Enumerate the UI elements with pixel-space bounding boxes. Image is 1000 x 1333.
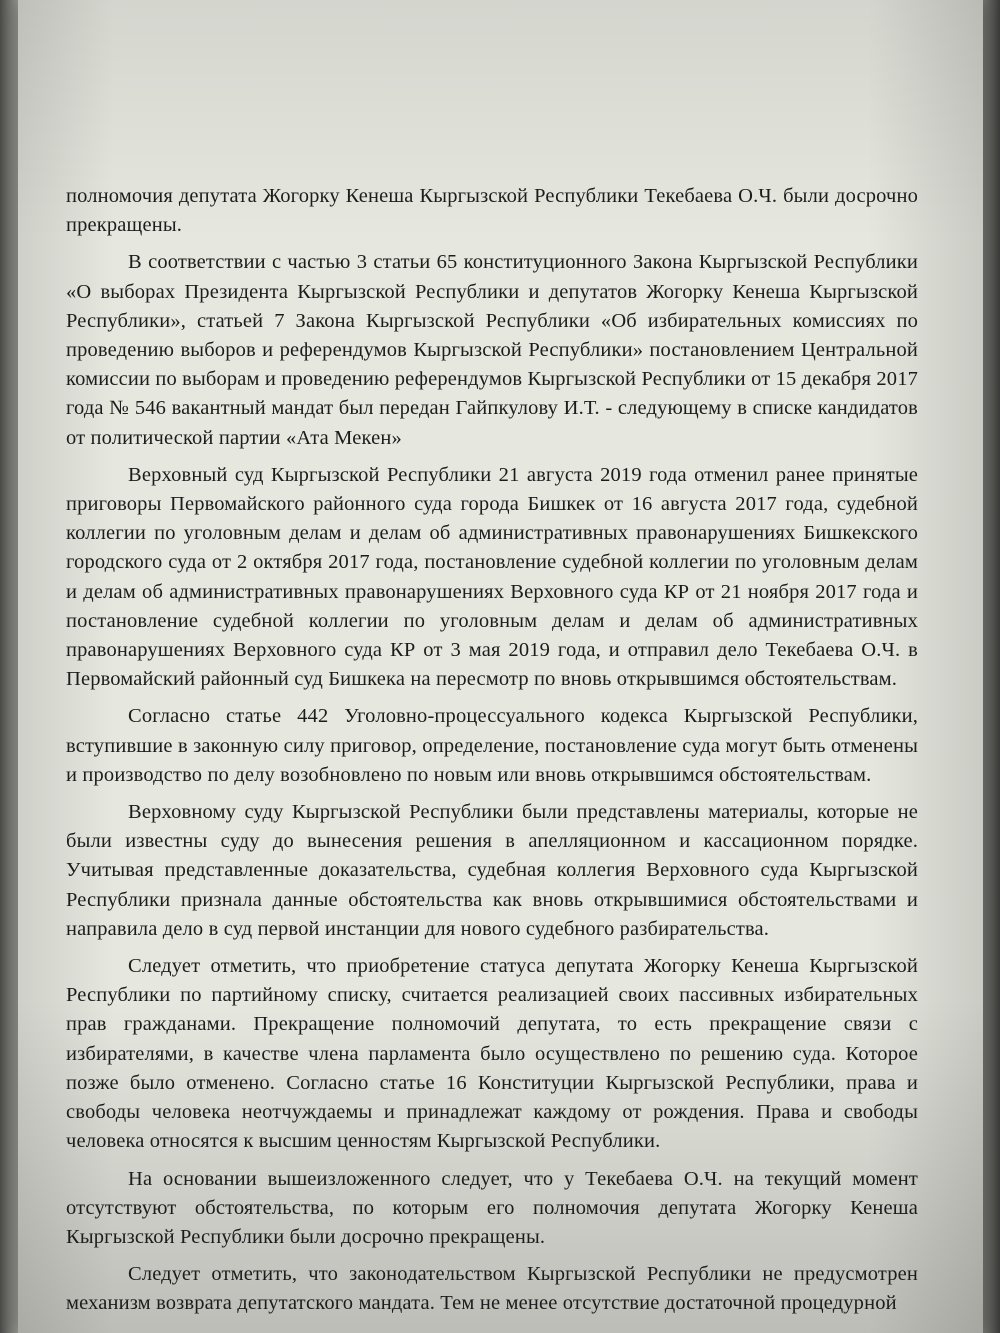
paragraph-supreme-court-ruling: Верховный суд Кыргызской Республики 21 августа 2019 года отменил ранее принятые приговоры Первомайского районного суда города Бишкек от 16 августа 2017 года, судебной коллегии по уголовным делам и делам об административных правонарушениях Бишкекского городского суда от 2 октября 2017 года, постановление судебной коллегии по уголовным делам и делам об административных правонарушениях Верховного суда КР от 21 ноября 2017 года и постановление судебной коллегии по уголовным делам и делам об административных правонарушениях Верховного суда КР от 3 мая 2019 года, и отправил дело Текебаева О.Ч. в Первомайский районный суд Бишкека на пересмотр по вновь открывшимся обстоятельствам. — [66, 463, 918, 691]
paragraph-continuation: полномочия депутата Жогорку Кенеша Кыргызской Республики Текебаева О.Ч. были досрочно прекращены. — [66, 185, 918, 237]
paragraph-conclusion: На основании вышеизложенного следует, что у Текебаева О.Ч. на текущий момент отсутствуют обстоятельства, по которым его полномочия депутата Жогорку Кенеша Кыргызской Республики были досрочно прекращены. — [66, 1167, 918, 1248]
paragraph-deputy-status: Следует отметить, что приобретение статуса депутата Жогорку Кенеша Кыргызской Республики по партийному списку, считается реализацией своих пассивных избирательных прав гражданами. Прекращение полномочий депутата, то есть прекращение связи с избирателями, в качестве члена парламента было осуществлено по решению суда. Которое позже было отменено. Согласно статье 16 Конституции Кыргызской Республики, права и свободы человека неотчуждаемы и принадлежат каждому от рождения. Права и свободы человека относятся к высшим ценностям Кыргызской Республики. — [66, 955, 918, 1153]
paragraph-new-materials: Верховному суду Кыргызской Республики были представлены материалы, которые не были известны суду до вынесения решения в апелляционном и кассационном порядке. Учитывая представленные доказательства, судебная коллегия Верховного суда Кыргызской Республики признала данные обстоятельства как вновь открывшимися обстоятельствами и направила дело в суд первой инстанции для нового судебного разбирательства. — [66, 801, 918, 940]
left-dark-edge — [0, 0, 18, 1333]
paragraph-mandate-transfer: В соответствии с частью 3 статьи 65 конституционного Закона Кыргызской Республики «О выборах Президента Кыргызской Республики и депутатов Жогорку Кенеша Кыргызской Республики», статьей 7 Закона Кыргызской Республики «Об избирательных комиссиях по проведению выборов и референдумов Кыргызской Республики» постановлением Центральной комиссии по выборам и проведению референдумов Кыргызской Республики от 15 декабря 2017 года № 546 вакантный мандат был передан Гайпкулову И.Т. - следующему в списке кандидатов от политической партии «Ата Мекен» — [66, 251, 918, 449]
document-body — [66, 182, 918, 1319]
paragraph-legislation-note: Следует отметить, что законодательством Кыргызской Республики не предусмотрен механизм возврата депутатского мандата. Тем не менее отсутствие достаточной процедурной — [66, 1263, 918, 1315]
paragraph-article-442: Согласно статье 442 Уголовно-процессуального кодекса Кыргызской Республики, вступившие в законную силу приговор, определение, постановление суда могут быть отменены и производство по делу возобновлено по новым или вновь открывшимся обстоятельствам. — [66, 705, 918, 786]
right-dark-edge — [982, 0, 1000, 1333]
